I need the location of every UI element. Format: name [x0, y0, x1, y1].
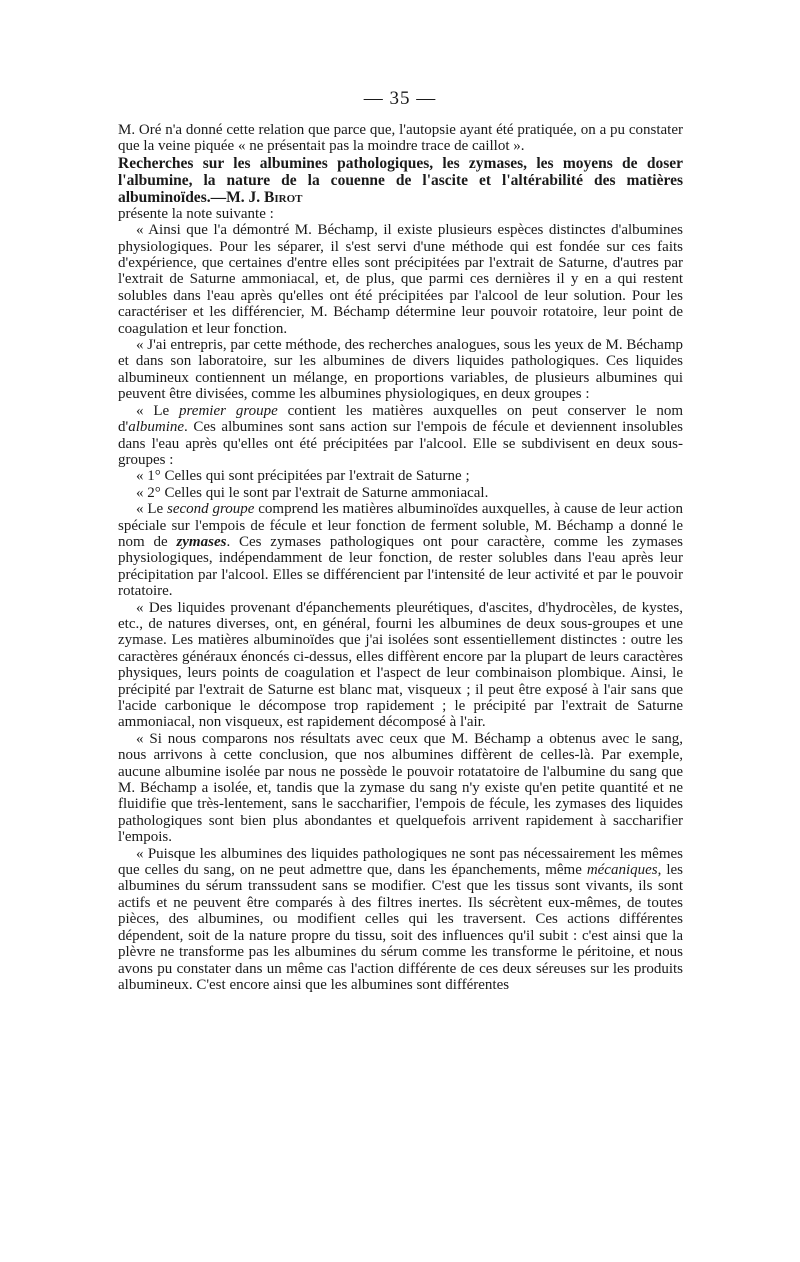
p3-italic-2: albumine: [128, 419, 185, 436]
p3-mid: contient les matières auxquelles on peut conserver le nom d': [118, 402, 683, 436]
subgroup-1: « 1° Celles qui sont précipitées par l'extrait de Saturne ;: [136, 468, 470, 485]
paragraph-3: [118, 403, 683, 469]
heading-title: Recherches sur les albumines pathologiques, les zymases, les moyens de doser l'albumine, la nature de la couenne de l'ascite et l'altérabilité des matières albuminoïdes.: [118, 154, 683, 206]
section-heading: [118, 155, 683, 206]
body-text: [118, 122, 683, 993]
paragraph-2: « J'ai entrepris, par cette méthode, des recherches analogues, sous les yeux de M. Béchamp et dans son laboratoire, sur les albumines de divers liquides pathologiques. Ces liquides albumineux contiennent un mélange, en proportions variables, de plusieurs albumines qui peuvent être divisées, comme les albumines physiologiques, en deux groupes :: [118, 337, 683, 403]
p4-mid: comprend les matières albuminoïdes auxquelles, à cause de leur action spéciale sur l'empois de fécule et leur fonction de ferment soluble, M. Béchamp a donné le nom de: [118, 501, 684, 550]
heading-tail-prefix: —M. J.: [210, 188, 264, 206]
subgroup-2: « 2° Celles qui le sont par l'extrait de Saturne ammoniacal.: [136, 484, 489, 501]
p3-after: . Ces albumines sont sans action sur l'empois de fécule et deviennent insolubles dans l'eau après qu'elles ont été précipitées par l'alcool. Elle se subdivisent en deux sous-groupes :: [118, 419, 683, 468]
p4-after: . Ces zymases pathologiques ont pour caractère, comme les zymases physiologiques, indépendamment de leur fonction, de rester solubles dans l'eau après leur précipitation par l'alcool. Elles se différencient par l'intensité de leur activité et par le pouvoir rotatoire.: [118, 533, 684, 600]
p7-italic: mécaniques: [586, 862, 658, 879]
intro-line: présente la note suivante :: [118, 205, 274, 222]
p7-after: , les albumines du sérum transsudent sans se modifier. C'est que les tissus sont vivants, ils sont actifs et ne peuvent être comparés à des filtres inertes. Ils sécrètent eux-mêmes, de toutes pièces, des albumines, ou modifient celles qui les traversent. Ces actions différentes dépendent, soit de la nature propre du tissu, soit des influences qu'il subit : c'est ainsi que la plèvre ne transforme pas les albumines du sérum comme les transforme le péritoine, et nous avons pu constater dans un même cas l'action différente de ces deux séreuses sur les produits albumineux. C'est encore ainsi que les albumines sont différentes: [118, 862, 683, 993]
paragraph-7: [118, 846, 683, 994]
p7-before: « Puisque les albumines des liquides pathologiques ne sont pas nécessairement les mêmes que celles du sang, on ne peut admettre que, dans les épanchements, même: [118, 845, 683, 879]
paragraph-5: « Des liquides provenant d'épanchements pleurétiques, d'ascites, d'hydrocèles, de kystes, etc., de natures diverses, ont, en général, fourni les albumines de deux sous-groupes et une zymase. Les matières albuminoïdes que j'ai isolées sont essentiellement distinctes : outre les caractères généraux énoncés ci-dessus, elles diffèrent encore par la plupart de leurs caractères physiques, leurs points de coagulation et l'aspect de leur combinaison plombique. Ainsi, le précipité par l'extrait de Saturne est blanc mat, visqueux ; il peut être exposé à l'air sans que l'acide carbonique le décompose trop rapidement ; le précipité par l'extrait de Saturne ammoniacal, non visqueux, est rapidement décomposé à l'air.: [118, 599, 683, 731]
p4-italic: second groupe: [166, 501, 255, 518]
paragraph-4: [118, 501, 683, 599]
p4-before: « Le: [136, 501, 167, 518]
p4-italic-2: zymases: [176, 533, 227, 550]
paragraph-1: « Ainsi que l'a démontré M. Béchamp, il existe plusieurs espèces distinctes d'albumines physiologiques. Pour les séparer, il s'est servi d'une méthode qui est fondée sur ces faits d'expérience, que certaines d'entre elles sont précipitées par l'extrait de Saturne, d'autres par l'extrait de Saturne ammoniacal, et, de plus, que parmi ces dernières il y en a qui restent solubles dans l'eau après qu'elles ont été précipitées par l'alcool de leur solution. Pour les caractériser et les différencier, M. Béchamp détermine leur pouvoir rotatoire, leur point de coagulation et leur fonction.: [118, 222, 683, 337]
paragraph-6: « Si nous comparons nos résultats avec ceux que M. Béchamp a obtenus avec le sang, nous arrivons à cette conclusion, que nos albumines diffèrent de celles-là. Par exemple, aucune albumine isolée par nous ne possède le pouvoir rotatatoire de l'albumine du sang que M. Béchamp a isolée, et, tandis que la zymase du sang n'y existe qu'en petite quantité et ne fluidifie que très-lentement, sans le saccharifier, l'empois de fécule, les zymases des liquides pathologiques sont bien plus abondantes et quelquefois arrivent rapidement à saccharifier l'empois.: [118, 730, 683, 846]
page-number: — 35 —: [363, 88, 437, 109]
p3-before: « Le: [136, 402, 180, 419]
p3-italic: premier groupe: [179, 402, 278, 419]
opening-paragraph: M. Oré n'a donné cette relation que parce que, l'autopsie ayant été pratiquée, on a pu constater que la veine piquée « ne présentait pas la moindre trace de caillot ».: [118, 122, 683, 155]
heading-author: Birot: [264, 188, 303, 206]
